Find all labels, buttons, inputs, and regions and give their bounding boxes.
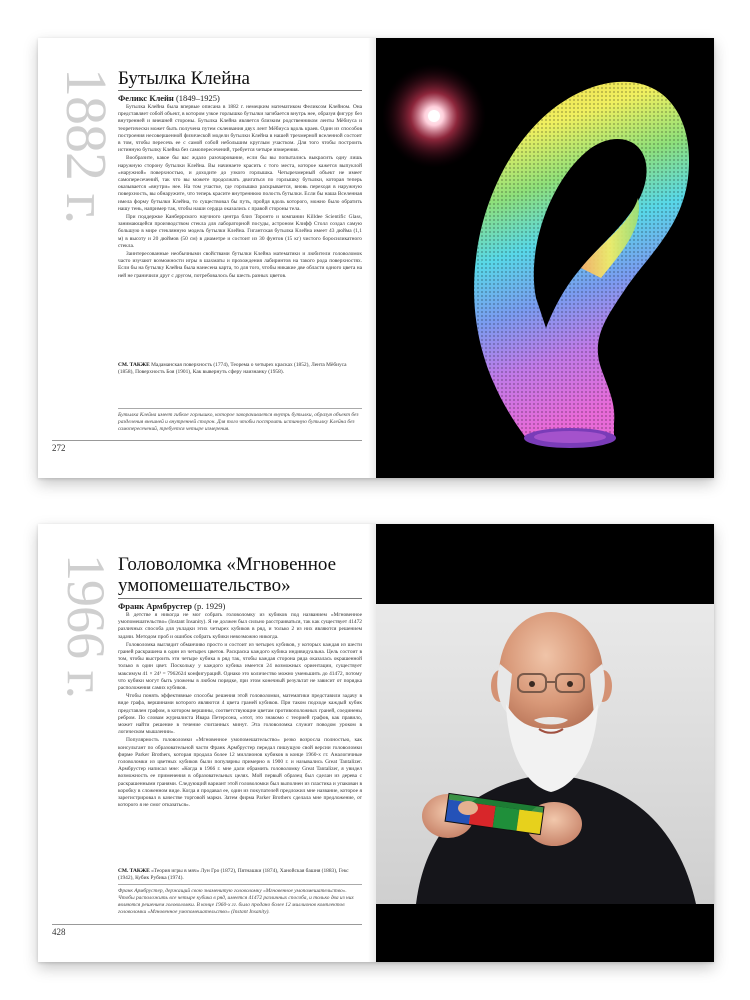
see-also-label: СМ. ТАКЖЕ [118, 868, 150, 874]
year-label: 1966 г. [56, 554, 116, 699]
photo-illustration [376, 524, 714, 962]
author-line [118, 90, 362, 103]
eye-right [567, 681, 573, 687]
paragraph: Головоломка выглядит обманчиво просто и состоит из четырех кубиков, у которых каждая из шести граней раскрашена в один из четырех цветов. Раскраска каждого кубика индивидуальна. Цель состоит в том, чтобы выстроить эти четыре кубика в ряд так, чтобы каждая сторона ряда оказалась окрашенной только в один цвет. Поскольку у каждого кубика имеется 24 возможных ориентации, существует максимум 41 × 24³ = 7962624 конфигураций. Однако это количество можно уменьшить до 41472, потому что кубики могут быть уложены в любом порядке, при этом конечный результат не зависит от порядка расположения самих кубиков. [118, 641, 362, 692]
page-number: 272 [52, 440, 362, 453]
year-vertical [54, 68, 119, 258]
klein-bottle-base-rim [534, 431, 606, 443]
text-page-left [38, 524, 376, 962]
paragraph: Заинтересованные необычными свойствами бутылки Клейна математики и любители головоломок часто изучают возможности игры в шахматы и прохождения лабиринтов на такого рода поверхностях. Если бы на бутылку Клейна была нанесена карта, то для того, чтобы никакие две области одного цвета на ней не граничили друг с другом, потребовалось бы шесть разных цветов. [118, 251, 362, 279]
page-number: 428 [52, 924, 362, 937]
image-caption: Бутылка Клейна имеет гибкое горлышко, которое заворачивается внутрь бутылки, образуя объект без разделения внешней и внутренней сторон. Для того чтобы построить истинную бутылку Клейна без самопересечений, требуется четыре измерения. [118, 408, 362, 433]
paragraph: Вообразите, какое бы вас ждало разочарование, если бы вы попытались выкрасить одну лишь наружную сторону бутылки Клейна. Вы начинаете красить с того места, которое кажется выпуклой «наружной» поверхностью, и доходите до узкого горлышка. Четырехмерный объект не имеет самопересечений, так что вы можете продолжать двигаться по горлышку бутылки, которая теперь оказывается «внутри» нее. На том участке, где горлышко раскрывается, вновь переходя в наружную поверхность, вы обнаружите, что теперь красите внутреннюю полость бутылки. Если бы наша Вселенная имела форму бутылки Клейна, то существовал бы путь, пройдя вдоль которого, можно было обратить нашу тень, например так, чтобы наши сердца оказались с правой стороны тела. [118, 155, 362, 212]
text-page-left [38, 38, 376, 478]
author-years: (1849–1925) [173, 93, 220, 103]
author-name: Франк Армбрустер [118, 601, 193, 611]
cube-3 [493, 806, 520, 831]
spread-instant-insanity [38, 524, 714, 962]
cube-4 [516, 809, 543, 834]
year-vertical [56, 554, 116, 744]
paragraph: В детстве я никогда не мог собрать головоломку из кубиков под названием «Мгновенное умопомешательство» (Instant Insanity). Я не должен был сильно расстраиваться, так как существует 41472 различных способа для укладки этих четырех кубиков в ряд, и только 2 из них являются решением задачи. Методом проб и ошибок собрать кубики невозможно никогда. [118, 612, 362, 640]
see-also [118, 868, 362, 882]
see-also-label: СМ. ТАКЖЕ [118, 362, 150, 368]
article-body [118, 104, 362, 281]
paragraph: Чтобы понять эффективные способы решения этой головоломки, математики представили задачу в виде графа, вершинами которого являются 4 цвета граней кубиков. При таком подходе каждый кубик представлен графом, в котором вершины, соответствующие цветам противоположных граней, соединены ребром. По словам журналиста Ивара Петерсона, «этот, это знакомо с теорией графов, как правило, может найти решение в течение считанных минут. Эта головоломка служит поводом уроком в логическом мышлении». [118, 693, 362, 736]
klein-bottle-illustration [376, 38, 714, 478]
eye-left [529, 681, 535, 687]
paragraph: Бутылка Клейна была впервые описана в 1882 г. немецким математиком Феликсом Клейном. Она представляет собой объект, в котором узкое горлышко бутылки загибается внутрь нее, образуя фигуру без внутренней и внешней стороны. Бутылка Клейна является близким родственником ленты Мёбиуса и теоретически может быть получена путем склеивания двух лент Мёбиуса вдоль краев. Один из способов построения несовершенной физической модели бутылки Клейна в нашей трехмерной вселенной состоит в том, чтобы пересечь ее с самой собой небольшим круглым участком. Для того чтобы построить истинную бутылку Клейна без самопересечений, требуется четыре измерения. [118, 104, 362, 154]
armbruster-photo [376, 524, 714, 962]
author-line [118, 598, 362, 611]
author-years: (р. 1929) [192, 601, 226, 611]
article-title: Головоломка «Мгновенное умопомешательство» [118, 554, 337, 596]
klein-bottle-image [376, 38, 714, 478]
article-title: Бутылка Клейна [118, 68, 250, 89]
left-thumb [458, 801, 478, 815]
paragraph: Популярность головоломки «Мгновенное умопомешательство» резко возросла полностью, как консультант по образовательной части Франк Армбрустер передал пишущую свой версии головоломки фирме Parker Brothers, которая продала более 12 миллионов кубиков в конце 1960-х гг. Аналогичные головоломки из цветных кубиков были популярны примерно в 1900 г. и назывались Great Tantalizer. Армбрустер написал мне: «Когда в 1966 г. мне дали обрамить головоломку Great Tantalizer, я увидел возможность ее применения в образовательных целях. Мой первый образец был сделан из дерева с раскрашенными гранями. Следующий вариант этой головоломки был выполнен из пластика и упакован в коробку в сложенном виде. Когда я продавал ее, один из покупателей предложил мне название, которое я зарегистрировал в качестве торговой марки. Затем фирма Parker Brothers сделала мне предложение, от которого я не смог отказаться». [118, 737, 362, 809]
article-body [118, 612, 362, 810]
paragraph: При поддержке Канберрского научного центра близ Торонто и компании Killdee Scientific Glass, занимающейся производством стекла для лабораторной посуды, астроном Клифф Столл создал самую большую в мире стеклянную модель бутылки Клейна. Гигантская бутылка Клейна имеет 43 дюйма (1,1 м) в высоту и 20 дюймов (50 см) в диаметре и состоит из 30 фунтов (15 кг) чистого боросиликатного стекла. [118, 214, 362, 249]
light-source [428, 110, 440, 122]
see-also-text: Мадаманская поверхность (1774), Теорема о четырех красках (1852), Лента Мёбиуса (1858), Поверхность Боя (1901), Как вывернуть сферу наизнанку (1958). [118, 362, 347, 375]
year-label: 1882 г. [54, 68, 119, 224]
see-also-text: «Теория игры в мяч» Лун Гро (1872), Пятнашки (1874), Ханойская башня (1883), Гекс (1942), Кубик Рубика (1974). [118, 868, 349, 881]
spread-klein-bottle [38, 38, 714, 478]
author-name: Феликс Клейн [118, 93, 174, 103]
image-caption: Франк Армбрустер, держащий свою знаменитую головоломку «Мгновенное умопомешательство». Чтобы расположить все четыре кубика в ряд, имеется 41472 различных способа, и только два из них являются решением головоломки. В конце 1960-х гг. было продано более 12 миллионов комплектов головоломки «Мгновенное умопомешательство» (Instant Insanity). [118, 884, 362, 916]
see-also [118, 362, 362, 376]
